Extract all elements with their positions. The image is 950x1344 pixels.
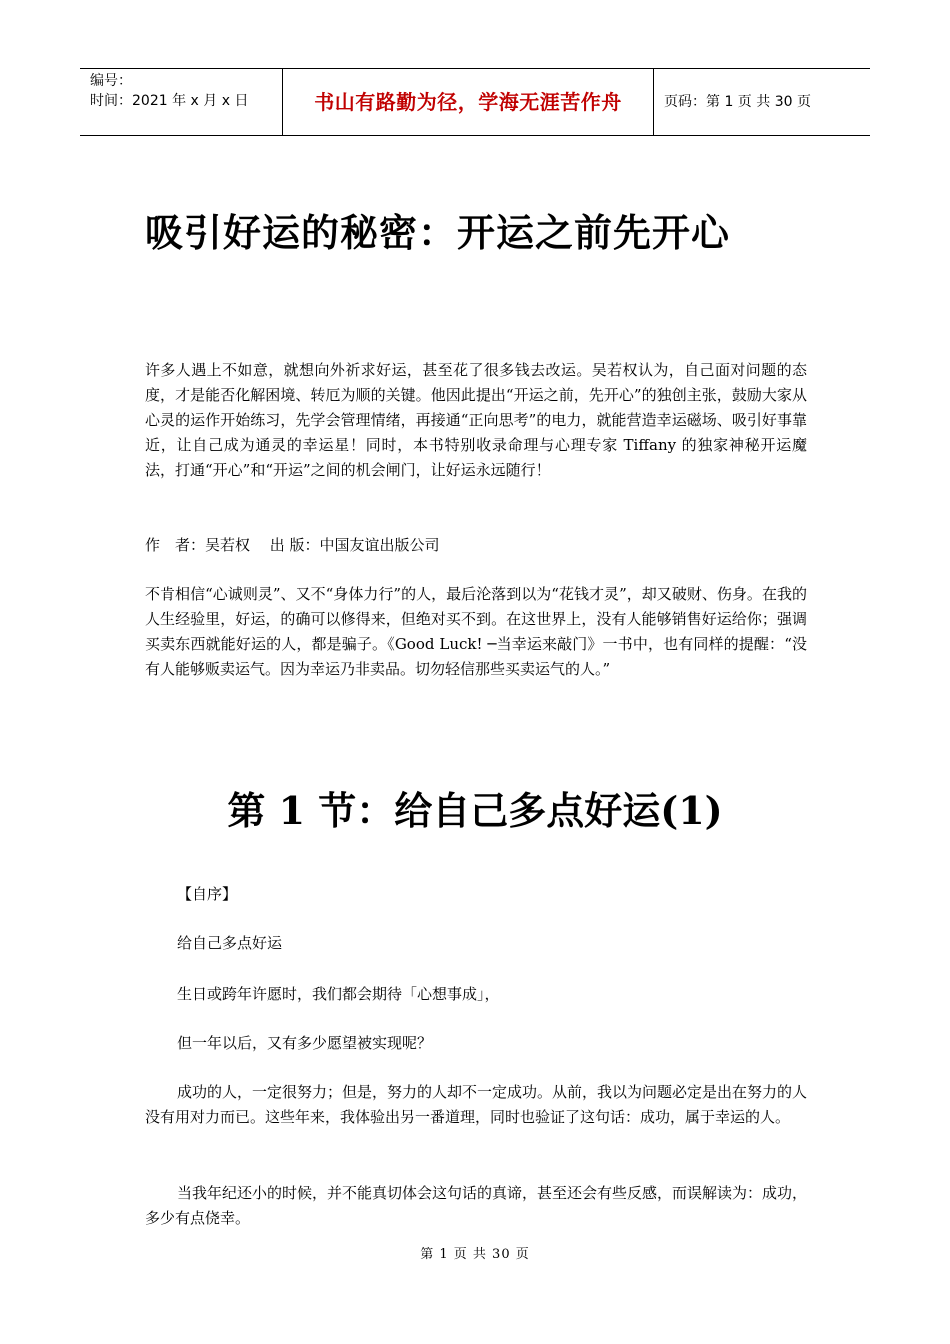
header-motto: 书山有路勤为径，学海无涯苦作舟 <box>283 69 654 135</box>
section-paragraph: 给自己多点好运 <box>177 934 283 952</box>
header-page-info: 页码：第 1 页 共 30 页 <box>664 94 811 110</box>
section-title: 第 1 节：给自己多点好运(1) <box>227 788 723 833</box>
author-publisher-line: 作 者：吴若权 出 版：中国友谊出版公司 <box>145 536 440 554</box>
document-title: 吸引好运的秘密：开运之前先开心 <box>145 210 731 255</box>
section-paragraph: 当我年纪还小的时候，并不能真切体会这句话的真谛，甚至还会有些反感，而误解读为：成功，多少有点侥幸。 <box>145 1184 808 1227</box>
section-paragraph: 生日或跨年许愿时，我们都会期待「心想事成」， <box>177 985 500 1003</box>
section-paragraph: 成功的人，一定很努力；但是，努力的人却不一定成功。从前，我以为问题必定是出在努力的人没有用对力而已。这些年来，我体验出另一番道理，同时也验证了这句话：成功，属于幸运的人。 <box>145 1083 808 1126</box>
page-footer: 第 1 页 共 30 页 <box>420 1247 530 1262</box>
section-paragraph: 但一年以后，又有多少愿望被实现呢？ <box>177 1034 433 1052</box>
header-table <box>80 68 870 136</box>
intro-quote: 不肯相信“心诚则灵”、又不“身体力行”的人，最后沦落到以为“花钱才灵”，却又破财、伤身。在我的人生经验里，好运，的确可以修得来，但绝对买不到。在这世界上，没有人能够销售好运给你；强调买卖东西就能好运的人，都是骗子。《Good Luck! ─当幸运来敲门》一书中，也有同样的提醒：“没有人能够贩卖运气。因为幸运乃非卖品。切勿轻信那些买卖运气的人。” <box>145 585 807 678</box>
header-meta-cell <box>80 69 283 135</box>
document-number: 编号： <box>90 73 132 89</box>
document-date: 时间：2021 年 x 月 x 日 <box>90 93 249 109</box>
intro-summary: 许多人遇上不如意，就想向外祈求好运，甚至花了很多钱去改运。吴若权认为，自己面对问题的态度，才是能否化解困境、转厄为顺的关键。他因此提出“开运之前，先开心”的独创主张，鼓励大家从心灵的运作开始练习，先学会管理情绪，再接通“正向思考”的电力，就能营造幸运磁场、吸引好事靠近，让自己成为通灵的幸运星！同时，本书特别收录命理与心理专家 Tiffany 的独家神秘开运魔法，打通“开心”和“开运”之间的机会闸门，让好运永远随行！ <box>145 361 807 479</box>
section-paragraph: 【自序】 <box>177 885 238 903</box>
